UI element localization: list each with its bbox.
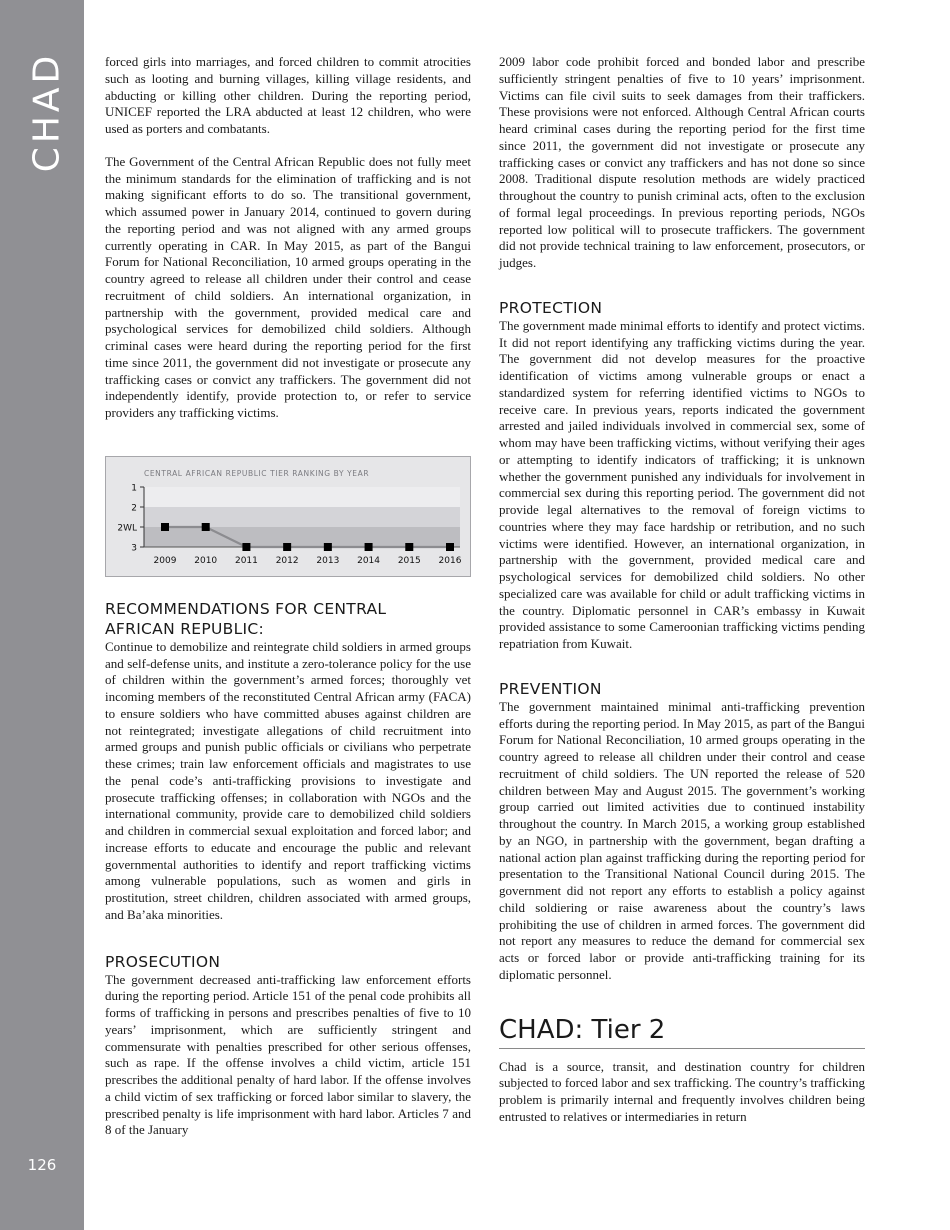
sidebar-country-title: CHAD <box>26 51 68 173</box>
recommendations-text: Continue to demobilize and reintegrate child soldiers in armed groups and self-defense units, and institute a zero-tolerance policy for the use of children within the government’s armed forces; thoroughly vet incoming members of the reconstituted Central African army (FACA) to ensure soldiers who have committed abuses against children are not reintegrated; investigate allegations of child recruitment into armed groups and punish public officials or civilians who perpetrate these crimes; train law enforcement officials and magistrates to use the penal code’s anti-trafficking provisions to investigate and prosecute trafficking offenses; in collaboration with NGOs and the international community, provide care to demobilized child soldiers and children in commercial sexual exploitation and forced labor; and increase efforts to educate and encourage the public and relevant governmental authorities to identify and report trafficking victims among vulnerable populations, such as women and girls in prostitution, street children, children associated with armed groups, and Ba’aka minorities. <box>105 638 471 922</box>
x-tick-label-2015: 2015 <box>397 555 421 566</box>
data-point-2014 <box>365 543 373 551</box>
page-number: 126 <box>27 1156 57 1174</box>
prevention-heading: PREVENTION <box>499 679 602 698</box>
data-point-2010 <box>202 523 210 531</box>
protection-text: The government made minimal efforts to identify and protect victims. It did not report identifying any trafficking victims during the year. The government did not develop measures for the proactive identification of victims among vulnerable groups or enact a standardized system for referring identified victims to NGOs to receive care. In previous years, reports indicated the government arrested and jailed individuals involved in commercial sex, some of whom may have been trafficking victims, without verifying their ages or attempting to identify indicators of trafficking; it is unknown whether the government punished any individuals for involvement in commercial sex during this reporting period. The government did not provide legal alternatives to the removal of foreign victims to countries where they may face hardship or retribution, and no such victims were identified. However, an international organization, in partnership with the government, provided medical care and psychological services for demobilized child soldiers. No other specialized care was available for child or adult trafficking victims in the country. Diplomatic personnel in CAR’s embassy in Kuwait provided assistance to some Cameroonian trafficking victims pending repatriation from Kuwait. <box>499 317 865 651</box>
recommendations-heading <box>105 599 471 639</box>
y-tick-label-2: 2 <box>131 503 137 514</box>
data-point-2011 <box>242 543 250 551</box>
chad-intro-text: Chad is a source, transit, and destination country for children subjected to forced labor and sex trafficking. The country’s trafficking problem is primarily internal and frequently involves children being entrusted to relatives or intermediaries in return <box>499 1058 865 1124</box>
assessment-paragraph: The Government of the Central African Republic does not fully meet the minimum standards for the elimination of trafficking and is not making significant efforts to do so. The transitional government, which assumed power in January 2014, continued to govern during the reporting period and was not aligned with any armed groups currently operating in CAR. In May 2015, as part of the Bangui Forum for National Reconciliation, 10 armed groups operating in the country agreed to release all children under their control and cease recruitment of child soldiers. An international organization, in partnership with the government, provided medical care and psychological services for demobilized child soldiers. Although criminal cases were heard during the reporting period for the first time since 2011, the government did not investigate or prosecute any trafficking cases or convict any traffickers. The government did not independently identify, provide protection to, or refer to service providers any trafficking victims. <box>105 153 471 420</box>
prosecution-heading: PROSECUTION <box>105 952 221 971</box>
data-point-2009 <box>161 523 169 531</box>
tier-ranking-chart-svg <box>106 457 472 578</box>
data-point-2012 <box>283 543 291 551</box>
chart-title: CENTRAL AFRICAN REPUBLIC TIER RANKING BY YEAR <box>144 468 370 478</box>
data-point-2015 <box>405 543 413 551</box>
protection-heading: PROTECTION <box>499 298 603 317</box>
y-tick-label-2wl: 2WL <box>117 523 137 534</box>
band-tier-1 <box>144 487 460 507</box>
prosecution-text: The government decreased anti-trafficking law enforcement efforts during the reporting period. Article 151 of the penal code prohibits all forms of trafficking in persons and prescribes penalties of five to 10 years’ imprisonment, which are sufficiently stringent and commensurate with penalties prescribed for other serious offenses, such as rape. If the offense involves a child victim, article 151 prescribes the additional penalty of hard labor. If the offense involves a child victim of sex trafficking or forced labor similar to slavery, the prescribed penalty is life imprisonment with hard labor. Articles 7 and 8 of the January <box>105 971 471 1138</box>
data-point-2013 <box>324 543 332 551</box>
x-tick-label-2016: 2016 <box>438 555 462 566</box>
tier-ranking-chart <box>105 456 471 577</box>
prevention-text: The government maintained minimal anti-trafficking prevention efforts during the reporting period. In May 2015, as part of the Bangui Forum for National Reconciliation, 10 armed groups operating in the country agreed to release all children under their control and cease recruitment of child soldiers. The UN reported the release of 520 children between May and August 2015. The government’s working group carried out limited activities due to continued instability throughout the country. In March 2015, a working group established by an NGO, in partnership with the government, began drafting a national action plan against trafficking during the reporting period for presentation to the Transitional National Council during 2015. The government did not report any efforts to establish a policy against child soldiering or raise awareness about the country’s laws prohibiting the use of children in armed forces. The government did not report any measures to reduce the demand for commercial sex acts or forced labor or provide anti-trafficking training for its diplomatic personnel. <box>499 698 865 982</box>
y-tick-label-3: 3 <box>131 543 137 554</box>
y-tick-label-1: 1 <box>131 483 137 494</box>
recommendations-heading-line1: RECOMMENDATIONS FOR CENTRAL <box>105 599 387 618</box>
x-tick-label-2011: 2011 <box>234 555 258 566</box>
data-point-2016 <box>446 543 454 551</box>
sidebar <box>0 0 84 1230</box>
x-tick-label-2014: 2014 <box>357 555 381 566</box>
x-tick-label-2009: 2009 <box>153 555 177 566</box>
right-column <box>499 54 865 1126</box>
chad-tier-heading: CHAD: Tier 2 <box>499 1014 865 1049</box>
band-tier-2 <box>144 507 460 527</box>
x-tick-label-2010: 2010 <box>194 555 218 566</box>
intro-paragraph: forced girls into marriages, and forced children to commit atrocities such as looting and burning villages, killing village residents, and abducting or killing other children. During the reporting period, UNICEF reported the LRA abducted at least 12 children, who were used as porters and combatants. <box>105 54 471 136</box>
x-tick-label-2013: 2013 <box>316 555 340 566</box>
recommendations-heading-line2: AFRICAN REPUBLIC: <box>105 619 265 638</box>
left-column <box>105 54 471 1139</box>
x-tick-label-2012: 2012 <box>275 555 299 566</box>
prosecution-continued-text: 2009 labor code prohibit forced and bonded labor and prescribe sufficiently stringent penalties of five to 10 years’ imprisonment. Victims can file civil suits to seek damages from their traffickers. These provisions were not enforced. Although Central African courts heard criminal cases during the reporting period for the first time since 2011, the government did not investigate or prosecute any trafficking cases or convict any traffickers and has not done so since 2008. Traditional dispute resolution methods are widely practiced throughout the country to punish criminal acts, often to the exclusion of formal legal proceedings. In previous reporting periods, NGOs reported low political will to prosecute traffickers. The government did not provide technical training to law enforcement, prosecutors, or judges. <box>499 54 865 270</box>
